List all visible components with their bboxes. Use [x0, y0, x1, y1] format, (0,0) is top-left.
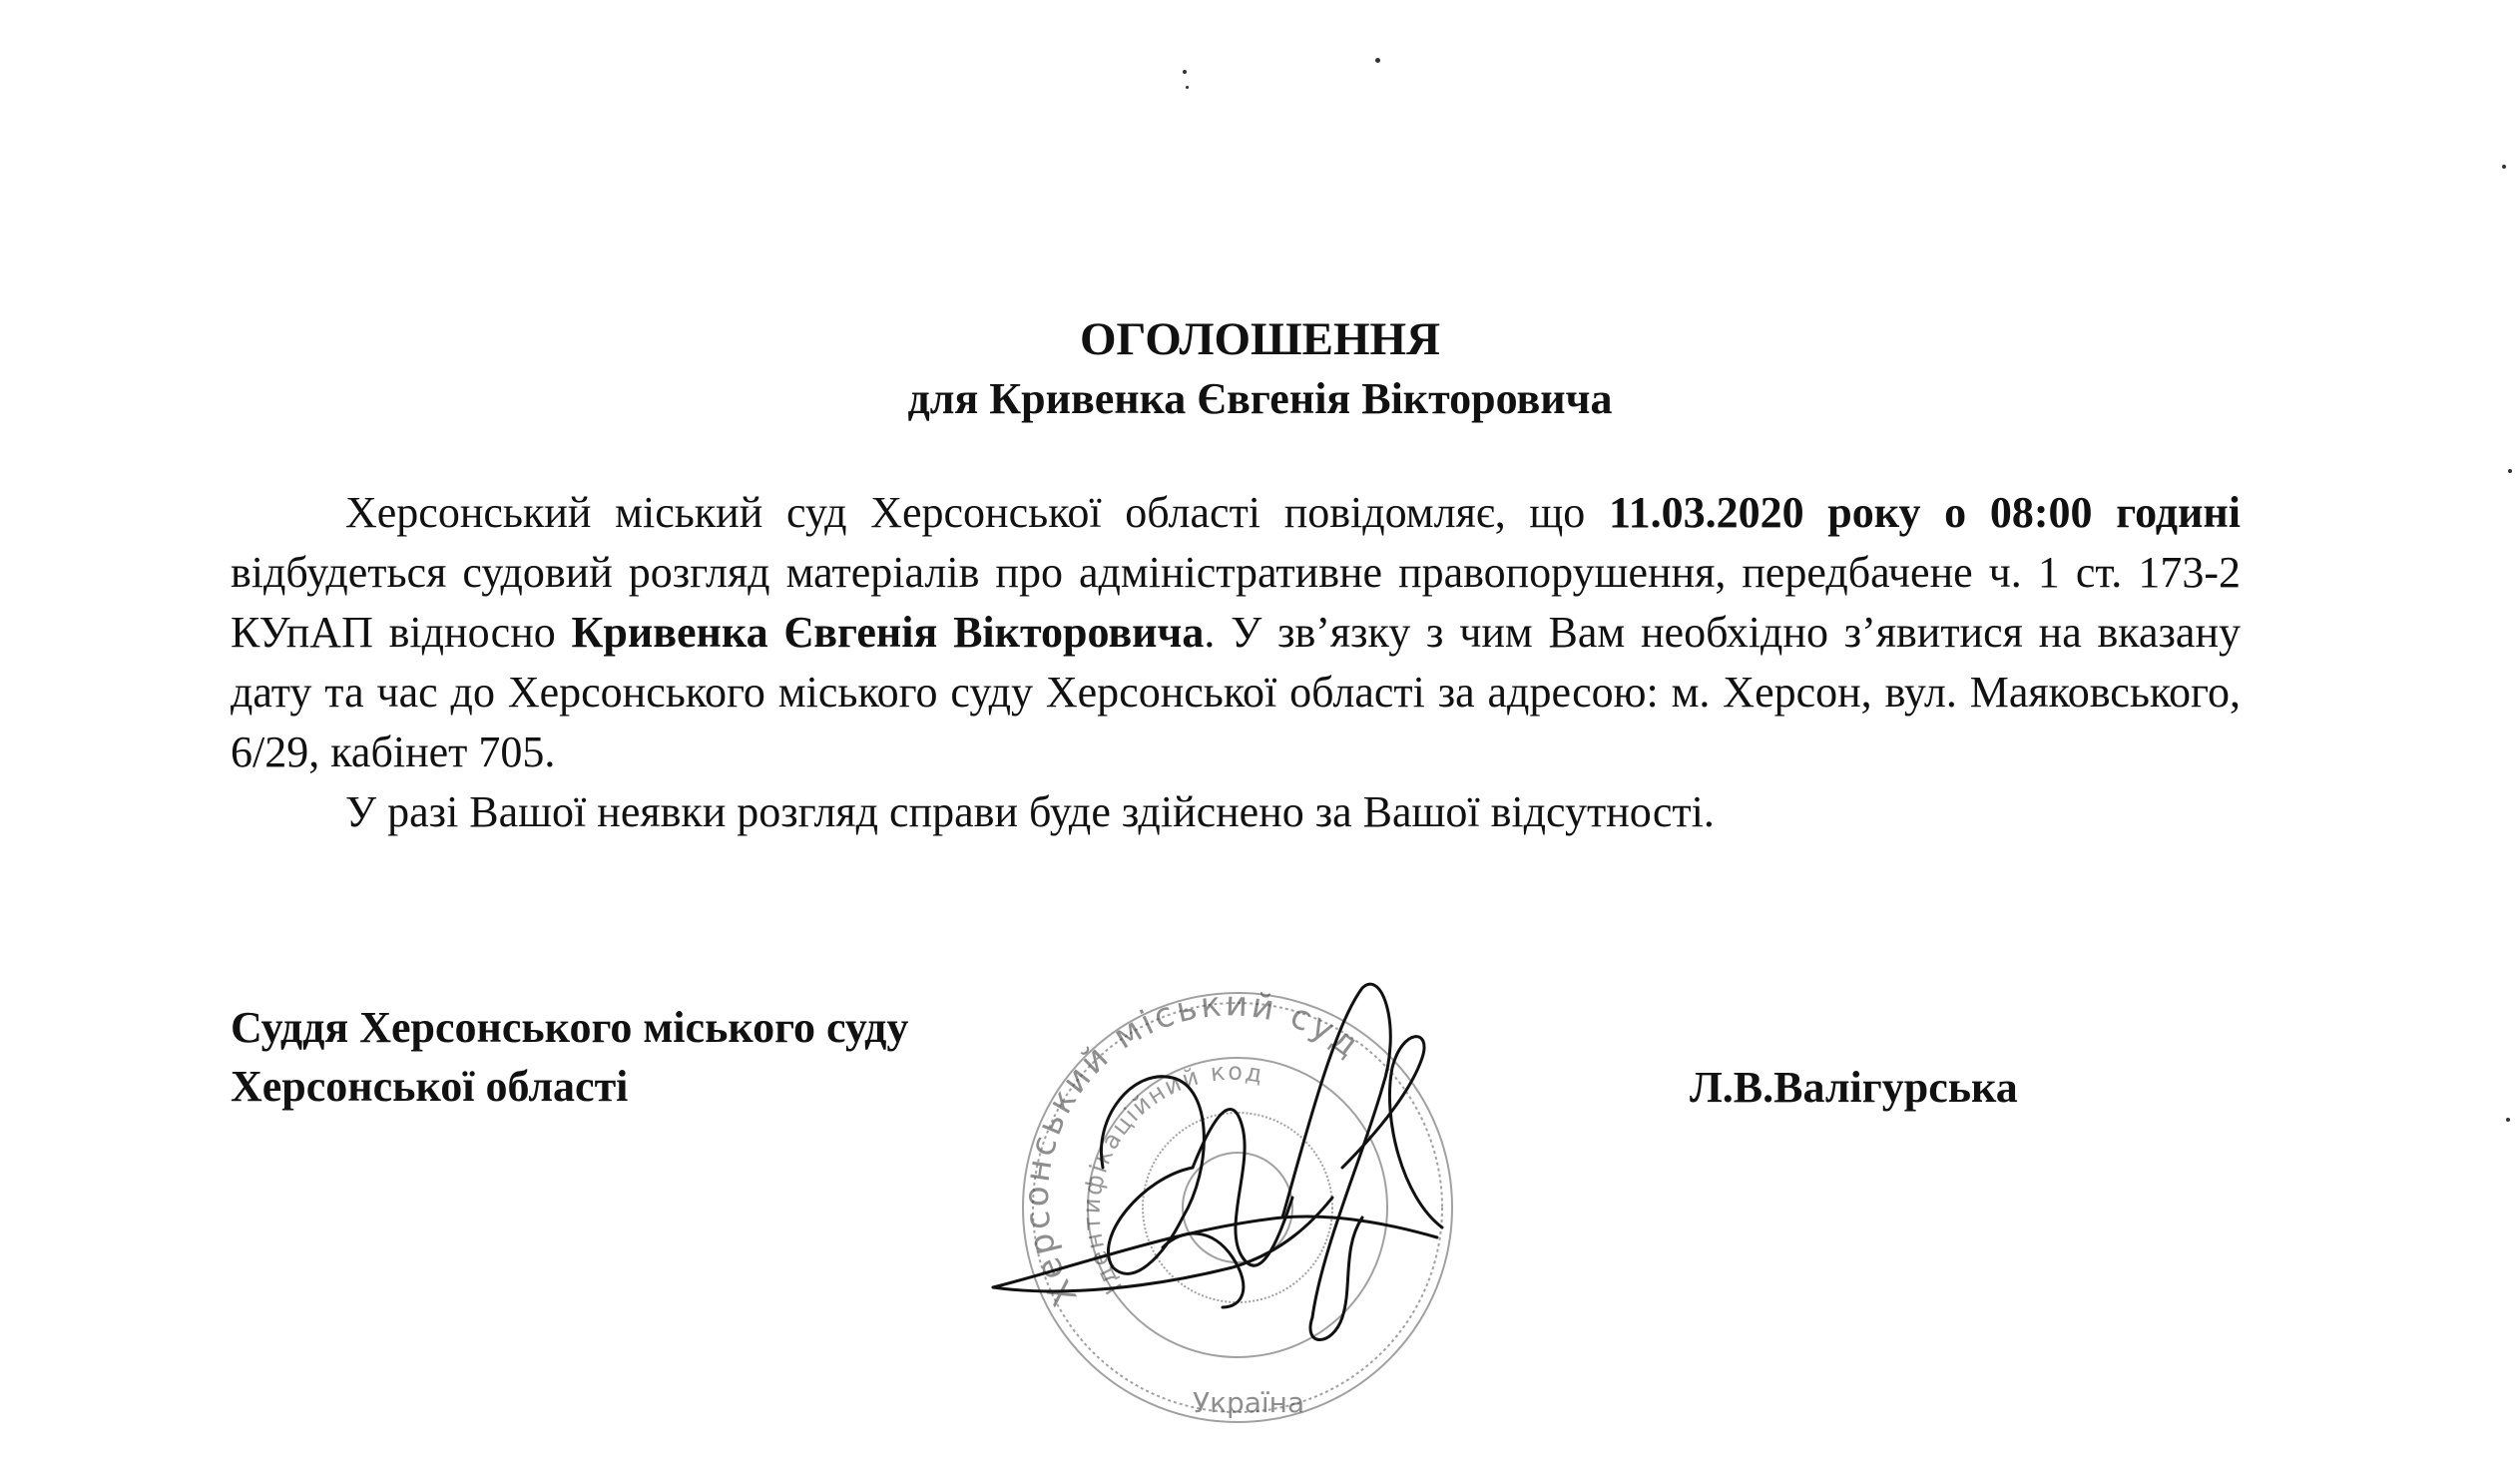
notice-intro: Херсонський міський суд Херсонської області повідомляє, що — [345, 488, 1609, 537]
scan-speck — [2508, 469, 2512, 473]
scan-speck — [2506, 1118, 2510, 1122]
seal-bottom-text: Україна — [1193, 1386, 1305, 1419]
scan-speck — [2502, 165, 2506, 169]
person-name: Кривенка Євгенія Вікторовича — [571, 608, 1205, 657]
judge-name: Л.В.Валігурська — [1690, 1063, 2018, 1112]
notice-end: . У зв’язку з чим Вам необхідно з’явитися на вказану дату та час до Херсонського міського суду Херсонської області за адресою: м. Херсон, вул. Маяковського, 6/29, кабінет 705. — [231, 608, 2241, 776]
judge-position-line1: Суддя Херсонського міського суду — [231, 1003, 909, 1052]
judge-position — [231, 998, 908, 1116]
seal-outer-text: Херсонський міський суд — [1016, 984, 1368, 1313]
notice-middle: відбудеться судовий розгляд матеріалів про адміністративне правопорушення, передбачене ч. 1 ст. 173-2 КУпАП відносно — [231, 548, 2241, 657]
page-title: ОГОЛОШЕННЯ — [1079, 313, 1441, 365]
scan-speck — [1186, 86, 1189, 89]
scan-speck — [1183, 70, 1187, 74]
scan-speck — [1375, 58, 1380, 63]
page-subtitle: для Кривенка Євгенія Вікторовича — [907, 374, 1613, 423]
absence-paragraph: У разі Вашої неявки розгляд справи буде здійснено за Вашої відсутності. — [345, 787, 1715, 836]
court-seal-with-signature — [983, 968, 1502, 1462]
notice-paragraph — [231, 483, 2241, 782]
hearing-datetime: 11.03.2020 року о 08:00 годині — [1609, 488, 2241, 537]
seal-inner-text: Ідентифікаційний код — [1077, 1057, 1266, 1299]
document-body — [231, 483, 2241, 842]
judge-position-line2: Херсонської області — [231, 1062, 629, 1111]
